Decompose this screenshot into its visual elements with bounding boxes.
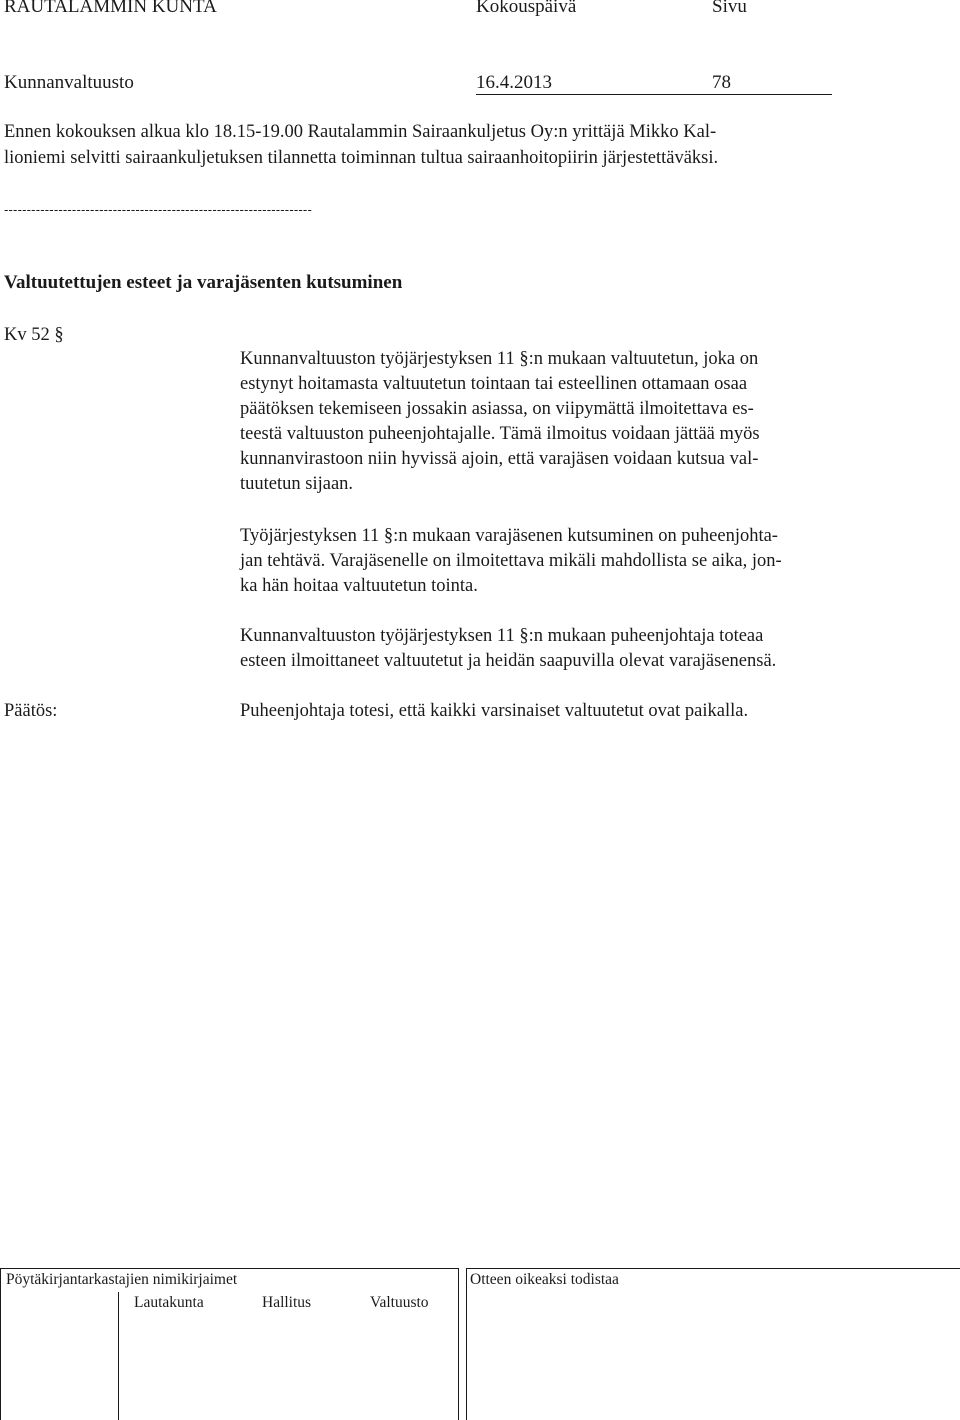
paragraph-line: Työjärjestyksen 11 §:n mukaan varajäsenen kutsuminen on puheenjohta- xyxy=(240,526,778,546)
footer-left-border xyxy=(0,1268,1,1420)
paragraph-line: Kunnanvaltuuston työjärjestyksen 11 §:n mukaan valtuutetun, joka on xyxy=(240,349,759,369)
page-number: 78 xyxy=(712,72,731,93)
meeting-date-label: Kokouspäivä xyxy=(476,0,577,17)
paragraph-line: ka hän hoitaa valtuutetun tointa. xyxy=(240,576,478,596)
footer-top-line-left xyxy=(0,1268,458,1269)
section-title: Valtuutettujen esteet ja varajäsenten kutsuminen xyxy=(4,272,403,293)
paragraph-line: kunnanvirastoon niin hyvissä ajoin, että varajäsen voidaan kutsua val- xyxy=(240,449,759,469)
paragraph-line: jan tehtävä. Varajäsenelle on ilmoitettava mikäli mahdollista se aika, jon- xyxy=(240,551,782,571)
column-valtuusto: Valtuusto xyxy=(370,1294,429,1311)
paragraph-line: teestä valtuuston puheenjohtajalle. Tämä ilmoitus voidaan jättää myös xyxy=(240,424,760,444)
org-name: RAUTALAMMIN KUNTA xyxy=(4,0,217,17)
body-name: Kunnanvaltuusto xyxy=(4,72,134,93)
paragraph-line: estynyt hoitamasta valtuutetun tointaan tai esteellinen ottamaan osaa xyxy=(240,374,748,394)
meeting-date: 16.4.2013 xyxy=(476,72,552,93)
paragraph-line: esteen ilmoittaneet valtuutetut ja heidän saapuvilla olevat varajäsenensä. xyxy=(240,651,777,671)
column-lautakunta: Lautakunta xyxy=(134,1294,204,1311)
signatures-label: Pöytäkirjantarkastajien nimikirjaimet xyxy=(6,1271,238,1288)
header-underline xyxy=(476,94,832,95)
paragraph-line: Kunnanvaltuuston työjärjestyksen 11 §:n mukaan puheenjohtaja toteaa xyxy=(240,626,764,646)
footer-middle-divider xyxy=(458,1268,459,1420)
page-label: Sivu xyxy=(712,0,747,17)
footer-top-line-right xyxy=(466,1268,960,1269)
footer-column-divider xyxy=(118,1292,119,1420)
separator-line: -------------------------------------------------------------------- xyxy=(4,202,312,217)
intro-line: lioniemi selvitti sairaankuljetuksen tilannetta toiminnan tultua sairaanhoitopiirin järjestettäväksi. xyxy=(4,148,719,168)
footer-right-section-divider xyxy=(466,1268,467,1420)
section-number: Kv 52 § xyxy=(4,325,64,345)
certified-label: Otteen oikeaksi todistaa xyxy=(470,1271,619,1288)
intro-line: Ennen kokouksen alkua klo 18.15-19.00 Rautalammin Sairaankuljetus Oy:n yrittäjä Mikko Kal- xyxy=(4,122,717,142)
decision-label: Päätös: xyxy=(4,701,58,721)
decision-text: Puheenjohtaja totesi, että kaikki varsinaiset valtuutetut ovat paikalla. xyxy=(240,701,749,721)
column-hallitus: Hallitus xyxy=(262,1294,312,1311)
paragraph-line: päätöksen tekemiseen jossakin asiassa, on viipymättä ilmoitettava es- xyxy=(240,399,754,419)
paragraph-line: tuutetun sijaan. xyxy=(240,474,354,494)
